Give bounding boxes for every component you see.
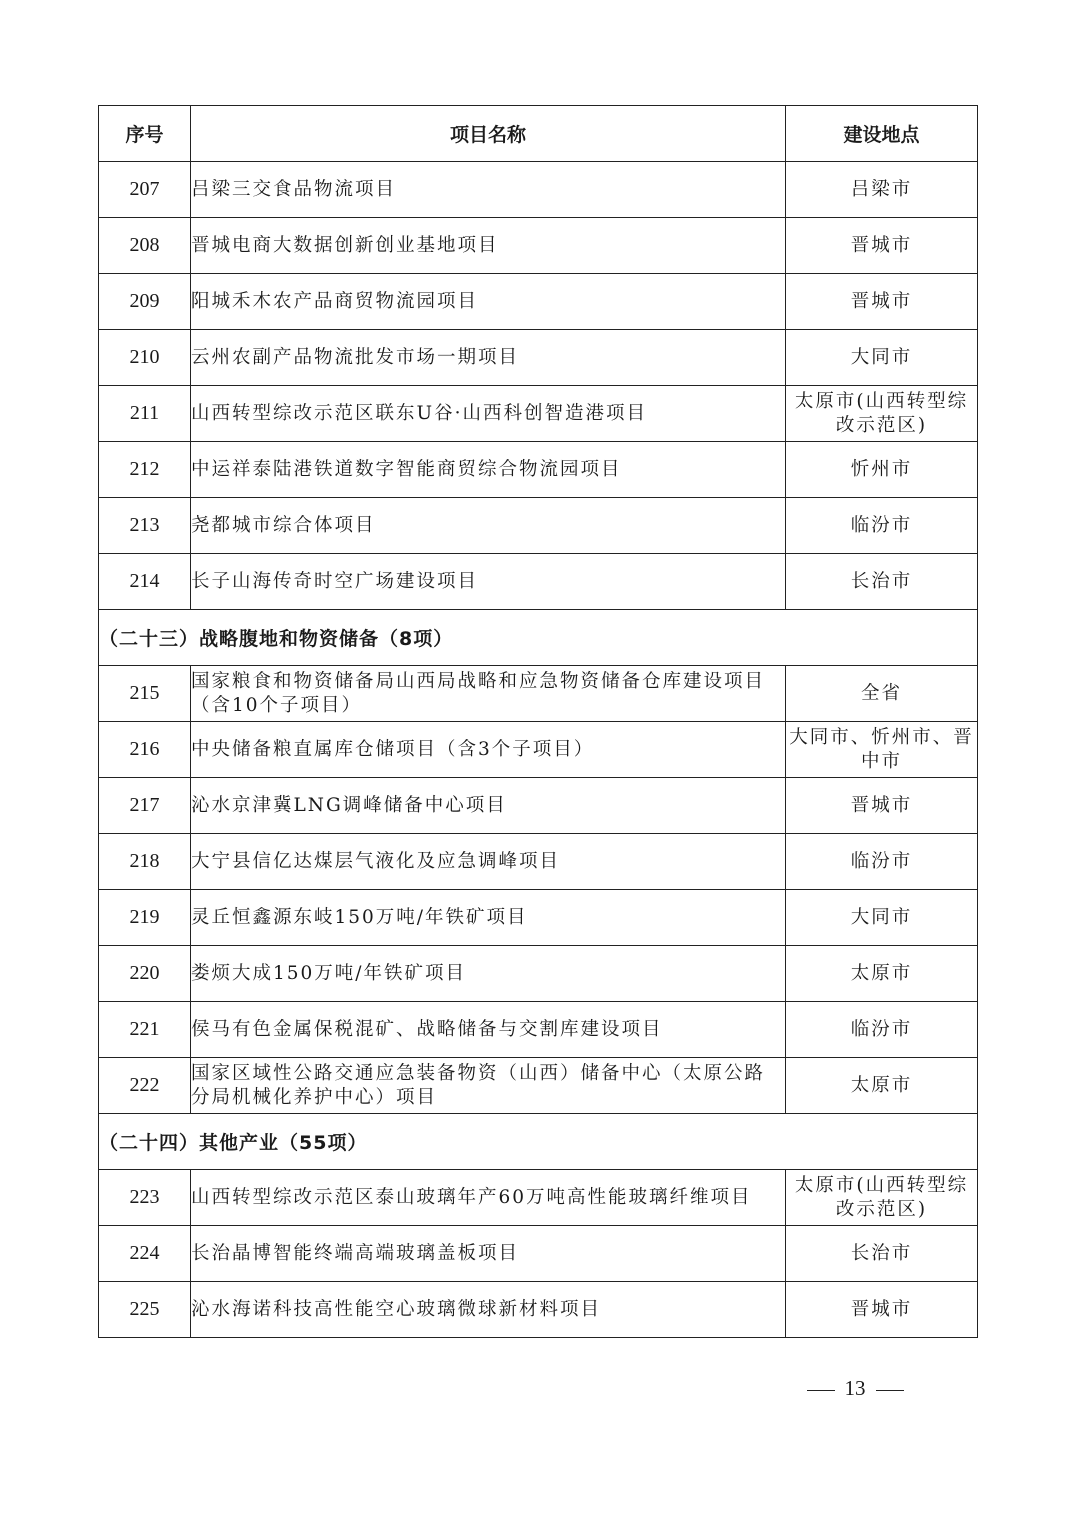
project-name: 灵丘恒鑫源东岐150万吨/年铁矿项目 <box>191 890 786 946</box>
row-number: 221 <box>99 1002 191 1058</box>
table-row <box>99 778 978 834</box>
row-number: 222 <box>99 1058 191 1114</box>
footer-dash-right <box>876 1390 904 1391</box>
project-name: 国家区域性公路交通应急装备物资（山西）储备中心（太原公路分局机械化养护中心）项目 <box>191 1058 786 1114</box>
table-row <box>99 1170 978 1226</box>
table-row <box>99 1282 978 1338</box>
table-row <box>99 274 978 330</box>
project-location: 太原市 <box>786 1058 978 1114</box>
footer-dash-left <box>807 1390 835 1391</box>
project-name: 晋城电商大数据创新创业基地项目 <box>191 218 786 274</box>
row-number: 212 <box>99 442 191 498</box>
project-name: 国家粮食和物资储备局山西局战略和应急物资储备仓库建设项目（含10个子项目） <box>191 666 786 722</box>
row-number: 217 <box>99 778 191 834</box>
row-number: 211 <box>99 386 191 442</box>
project-location: 大同市 <box>786 890 978 946</box>
project-location: 晋城市 <box>786 218 978 274</box>
table-row <box>99 330 978 386</box>
project-location: 晋城市 <box>786 274 978 330</box>
row-number: 225 <box>99 1282 191 1338</box>
project-name: 娄烦大成150万吨/年铁矿项目 <box>191 946 786 1002</box>
row-number: 215 <box>99 666 191 722</box>
project-name: 长子山海传奇时空广场建设项目 <box>191 554 786 610</box>
project-name: 山西转型综改示范区泰山玻璃年产60万吨高性能玻璃纤维项目 <box>191 1170 786 1226</box>
header-row <box>99 106 978 162</box>
table-row <box>99 554 978 610</box>
table-row <box>99 162 978 218</box>
header-num: 序号 <box>99 106 191 162</box>
project-location: 晋城市 <box>786 1282 978 1338</box>
project-location: 全省 <box>786 666 978 722</box>
section-row <box>99 1114 978 1170</box>
project-name: 侯马有色金属保税混矿、战略储备与交割库建设项目 <box>191 1002 786 1058</box>
row-number: 218 <box>99 834 191 890</box>
table-row <box>99 722 978 778</box>
project-name: 中央储备粮直属库仓储项目（含3个子项目） <box>191 722 786 778</box>
table-row <box>99 666 978 722</box>
project-location: 临汾市 <box>786 498 978 554</box>
table-body <box>99 162 978 1338</box>
row-number: 207 <box>99 162 191 218</box>
section-title: （二十四）其他产业（55项） <box>99 1114 978 1170</box>
project-table <box>98 105 978 1338</box>
project-name: 中运祥泰陆港铁道数字智能商贸综合物流园项目 <box>191 442 786 498</box>
table-row <box>99 946 978 1002</box>
project-name: 阳城禾木农产品商贸物流园项目 <box>191 274 786 330</box>
project-location: 忻州市 <box>786 442 978 498</box>
row-number: 214 <box>99 554 191 610</box>
project-location: 临汾市 <box>786 1002 978 1058</box>
row-number: 208 <box>99 218 191 274</box>
project-location: 临汾市 <box>786 834 978 890</box>
row-number: 213 <box>99 498 191 554</box>
project-location: 长治市 <box>786 1226 978 1282</box>
table-row <box>99 442 978 498</box>
row-number: 209 <box>99 274 191 330</box>
table-row <box>99 890 978 946</box>
table-row <box>99 218 978 274</box>
project-name: 尧都城市综合体项目 <box>191 498 786 554</box>
project-location: 太原市(山西转型综改示范区) <box>786 386 978 442</box>
section-row <box>99 610 978 666</box>
section-title: （二十三）战略腹地和物资储备（8项） <box>99 610 978 666</box>
page-footer <box>790 1376 920 1401</box>
table-row <box>99 1226 978 1282</box>
project-name: 山西转型综改示范区联东U谷·山西科创智造港项目 <box>191 386 786 442</box>
table-row <box>99 386 978 442</box>
table-row <box>99 834 978 890</box>
project-location: 大同市 <box>786 330 978 386</box>
row-number: 224 <box>99 1226 191 1282</box>
project-name: 沁水海诺科技高性能空心玻璃微球新材料项目 <box>191 1282 786 1338</box>
project-name: 吕梁三交食品物流项目 <box>191 162 786 218</box>
project-location: 太原市 <box>786 946 978 1002</box>
row-number: 219 <box>99 890 191 946</box>
table-row <box>99 1002 978 1058</box>
table-row <box>99 1058 978 1114</box>
row-number: 210 <box>99 330 191 386</box>
page-number: 13 <box>844 1376 866 1400</box>
project-location: 太原市(山西转型综改示范区) <box>786 1170 978 1226</box>
project-location: 吕梁市 <box>786 162 978 218</box>
project-location: 大同市、忻州市、晋中市 <box>786 722 978 778</box>
project-name: 大宁县信亿达煤层气液化及应急调峰项目 <box>191 834 786 890</box>
row-number: 220 <box>99 946 191 1002</box>
row-number: 223 <box>99 1170 191 1226</box>
header-name: 项目名称 <box>191 106 786 162</box>
project-name: 云州农副产品物流批发市场一期项目 <box>191 330 786 386</box>
project-name: 长治晶博智能终端高端玻璃盖板项目 <box>191 1226 786 1282</box>
project-name: 沁水京津冀LNG调峰储备中心项目 <box>191 778 786 834</box>
project-location: 长治市 <box>786 554 978 610</box>
row-number: 216 <box>99 722 191 778</box>
header-location: 建设地点 <box>786 106 978 162</box>
table-row <box>99 498 978 554</box>
project-location: 晋城市 <box>786 778 978 834</box>
